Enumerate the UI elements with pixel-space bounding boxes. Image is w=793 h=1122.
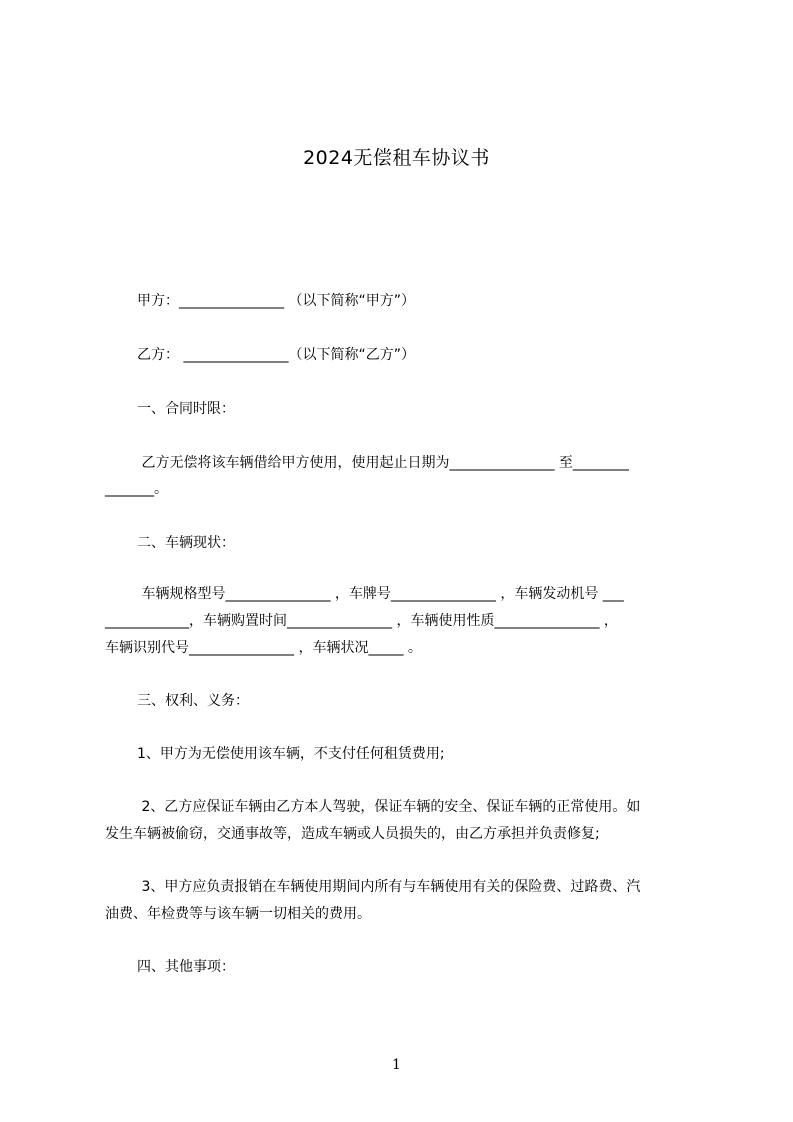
section-4-heading: 四、其他事项： [137,959,235,975]
obligation-item-1: 1、甲方为无偿使用该车辆，不支付任何租赁费用; [137,746,445,762]
obligation-item-2-line-1: 2、乙方应保证车辆由乙方本人驾驶，保证车辆的安全、保证车辆的正常使用。如 [137,799,641,815]
obligation-item-3-line-1: 3、甲方应负责报销在车辆使用期间内所有与车辆使用有关的保险费、过路费、汽 [137,879,641,895]
section-1-body-line-1: 乙方无偿将该车辆借给甲方使用，使用起止日期为_______________ 至________ [137,455,629,471]
party-a-line: 甲方：_______________ （以下简称“甲方”） [137,293,415,309]
obligation-item-2-line-2: 发生车辆被偷窃，交通事故等，造成车辆或人员损失的，由乙方承担并负责修复; [105,826,600,842]
section-1-body-line-2: _______。 [105,481,168,497]
section-1-heading: 一、合同时限： [137,401,235,417]
section-3-heading: 三、权利、义务： [137,693,249,709]
document-title: 2024无偿租车协议书 [303,147,490,169]
obligation-item-3-line-2: 油费、年检费等与该车辆一切相关的费用。 [105,906,371,922]
page-number: 1 [392,1057,401,1073]
party-b-line: 乙方： _______________（以下简称“乙方”） [137,347,415,363]
section-2-body-line-2: ____________，车辆购置时间_______________ ，车辆使用性质_______________ ， [105,613,618,629]
section-2-body-line-1: 车辆规格型号_______________ ，车牌号_______________ ，车辆发动机号 ___ [137,586,624,602]
section-2-heading: 二、车辆现状： [137,535,235,551]
section-2-body-line-3: 车辆识别代号_______________ ，车辆状况_____ 。 [105,640,422,656]
